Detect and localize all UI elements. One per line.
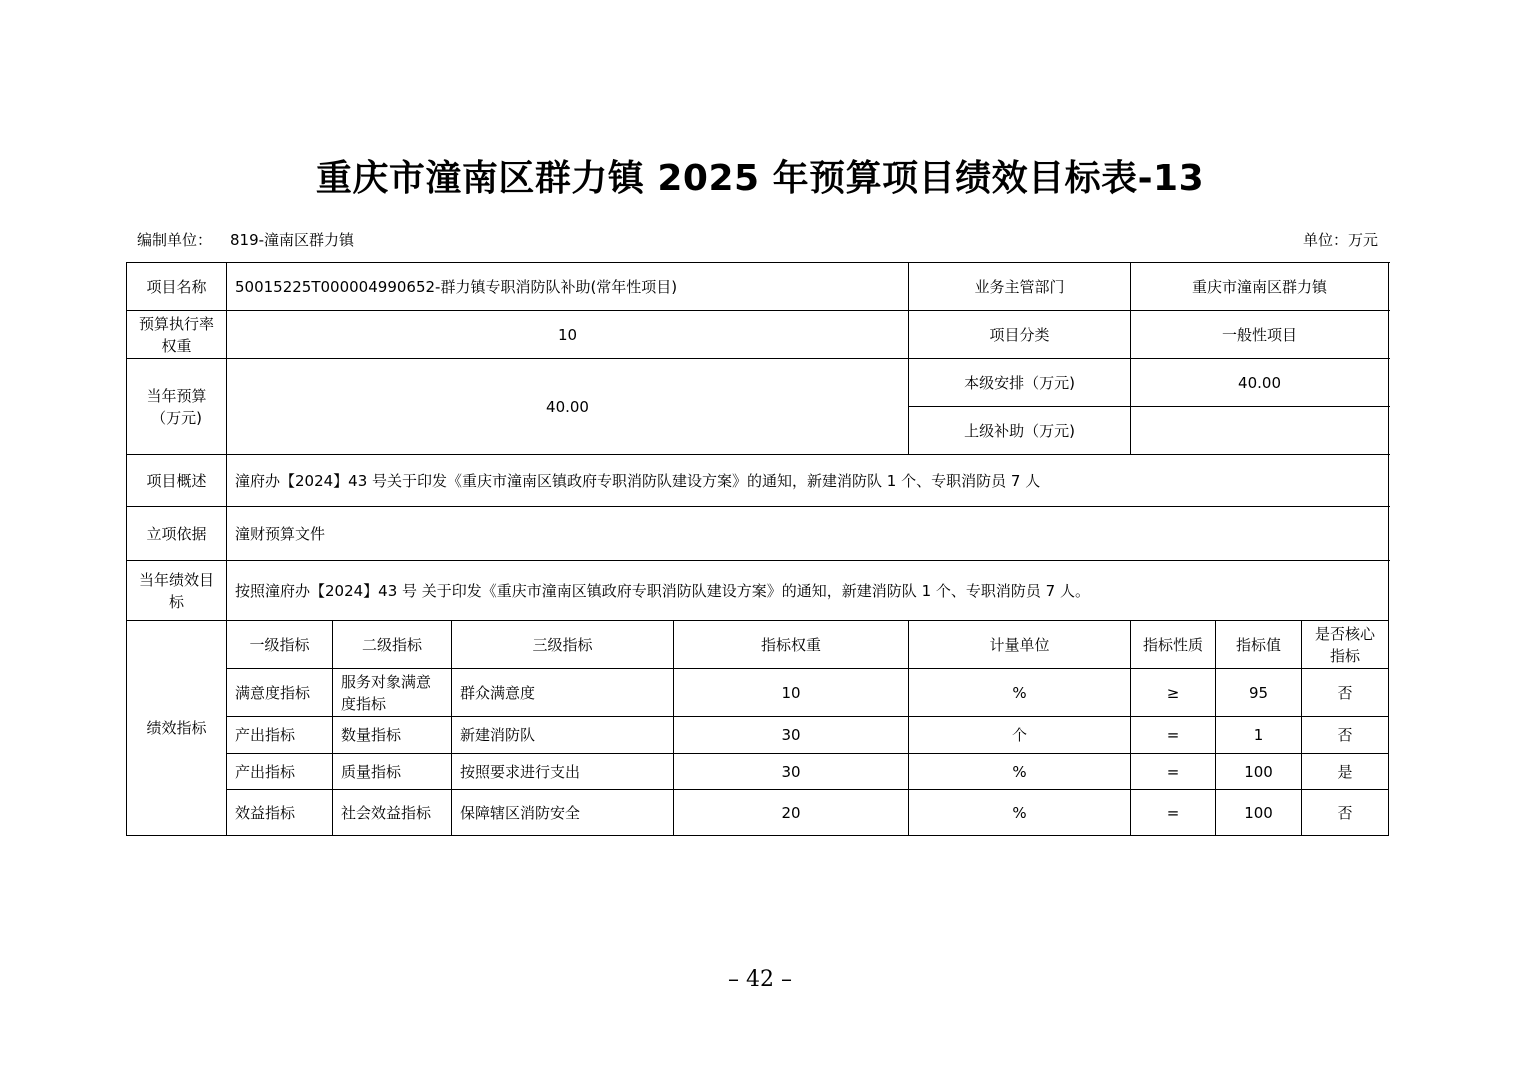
indicator-cell: 数量指标 bbox=[333, 717, 452, 754]
indicator-cell: 100 bbox=[1216, 754, 1302, 790]
page-number: – 42 – bbox=[728, 967, 792, 992]
indicator-cell: 30 bbox=[674, 754, 909, 790]
indicator-cell: = bbox=[1131, 754, 1216, 790]
local-label: 本级安排（万元) bbox=[909, 359, 1131, 407]
compiling-unit-label: 编制单位： bbox=[137, 231, 213, 249]
indicator-cell: 群众满意度 bbox=[452, 669, 674, 717]
category-label: 项目分类 bbox=[909, 311, 1131, 359]
goal-label: 当年绩效目标 bbox=[127, 561, 227, 621]
project-name-row bbox=[127, 263, 1389, 311]
indicator-row bbox=[127, 669, 1389, 717]
exec-weight-value: 10 bbox=[227, 311, 909, 359]
indicator-cell: 新建消防队 bbox=[452, 717, 674, 754]
indicator-header: 二级指标 bbox=[333, 621, 452, 669]
indicator-cell: 保障辖区消防安全 bbox=[452, 790, 674, 836]
basis-value: 潼财预算文件 bbox=[227, 507, 1389, 561]
exec-weight-row bbox=[127, 311, 1389, 359]
indicator-cell: = bbox=[1131, 717, 1216, 754]
indicator-header: 一级指标 bbox=[227, 621, 333, 669]
project-name-value: 50015225T000004990652-群力镇专职消防队补助(常年性项目) bbox=[227, 263, 909, 311]
indicator-cell: ≥ bbox=[1131, 669, 1216, 717]
indicator-header: 三级指标 bbox=[452, 621, 674, 669]
basis-label: 立项依据 bbox=[127, 507, 227, 561]
indicator-header: 计量单位 bbox=[909, 621, 1131, 669]
indicator-header: 指标性质 bbox=[1131, 621, 1216, 669]
currency-unit: 单位：万元 bbox=[1302, 231, 1378, 249]
indicator-cell: 产出指标 bbox=[227, 754, 333, 790]
indicator-header-row bbox=[127, 621, 1389, 669]
indicator-cell: 否 bbox=[1302, 790, 1389, 836]
indicator-cell: 20 bbox=[674, 790, 909, 836]
indicator-cell: 10 bbox=[674, 669, 909, 717]
local-value: 40.00 bbox=[1131, 359, 1389, 407]
indicator-cell: 1 bbox=[1216, 717, 1302, 754]
superior-value bbox=[1131, 407, 1389, 455]
indicator-cell: 30 bbox=[674, 717, 909, 754]
dept-value: 重庆市潼南区群力镇 bbox=[1131, 263, 1389, 311]
indicator-cell: % bbox=[909, 754, 1131, 790]
project-name-label: 项目名称 bbox=[127, 263, 227, 311]
overview-value: 潼府办【2024】43 号关于印发《重庆市潼南区镇政府专职消防队建设方案》的通知，新建消防队 1 个、专职消防员 7 人 bbox=[227, 455, 1389, 507]
goal-row bbox=[127, 561, 1389, 621]
indicator-row bbox=[127, 790, 1389, 836]
compiling-unit-value: 819-潼南区群力镇 bbox=[230, 231, 355, 249]
indicator-cell: 个 bbox=[909, 717, 1131, 754]
indicator-cell: 95 bbox=[1216, 669, 1302, 717]
superior-label: 上级补助（万元) bbox=[909, 407, 1131, 455]
indicator-cell: 效益指标 bbox=[227, 790, 333, 836]
goal-value: 按照潼府办【2024】43 号 关于印发《重庆市潼南区镇政府专职消防队建设方案》的通知，新建消防队 1 个、专职消防员 7 人。 bbox=[227, 561, 1389, 621]
indicator-cell: 100 bbox=[1216, 790, 1302, 836]
dept-label: 业务主管部门 bbox=[909, 263, 1131, 311]
indicator-cell: % bbox=[909, 790, 1131, 836]
budget-row bbox=[127, 359, 1389, 407]
indicator-cell: 否 bbox=[1302, 669, 1389, 717]
indicator-header: 是否核心指标 bbox=[1302, 621, 1389, 669]
indicator-header: 指标值 bbox=[1216, 621, 1302, 669]
overview-row bbox=[127, 455, 1389, 507]
indicator-cell: 按照要求进行支出 bbox=[452, 754, 674, 790]
indicator-cell: 质量指标 bbox=[333, 754, 452, 790]
indicator-header: 指标权重 bbox=[674, 621, 909, 669]
indicator-cell: 否 bbox=[1302, 717, 1389, 754]
budget-label: 当年预算（万元) bbox=[127, 359, 227, 455]
indicator-cell: = bbox=[1131, 790, 1216, 836]
overview-label: 项目概述 bbox=[127, 455, 227, 507]
indicators-section-label: 绩效指标 bbox=[127, 621, 227, 836]
category-value: 一般性项目 bbox=[1131, 311, 1389, 359]
indicator-cell: 是 bbox=[1302, 754, 1389, 790]
indicator-cell: 服务对象满意度指标 bbox=[333, 669, 452, 717]
performance-target-table bbox=[126, 262, 1389, 836]
indicator-cell: % bbox=[909, 669, 1131, 717]
indicator-cell: 满意度指标 bbox=[227, 669, 333, 717]
indicator-row bbox=[127, 717, 1389, 754]
exec-weight-label: 预算执行率权重 bbox=[127, 311, 227, 359]
page-title: 重庆市潼南区群力镇 2025 年预算项目绩效目标表-13 bbox=[315, 158, 1205, 199]
indicator-cell: 产出指标 bbox=[227, 717, 333, 754]
basis-row bbox=[127, 507, 1389, 561]
indicator-cell: 社会效益指标 bbox=[333, 790, 452, 836]
compiling-unit bbox=[137, 229, 354, 250]
indicator-row bbox=[127, 754, 1389, 790]
budget-value: 40.00 bbox=[227, 359, 909, 455]
